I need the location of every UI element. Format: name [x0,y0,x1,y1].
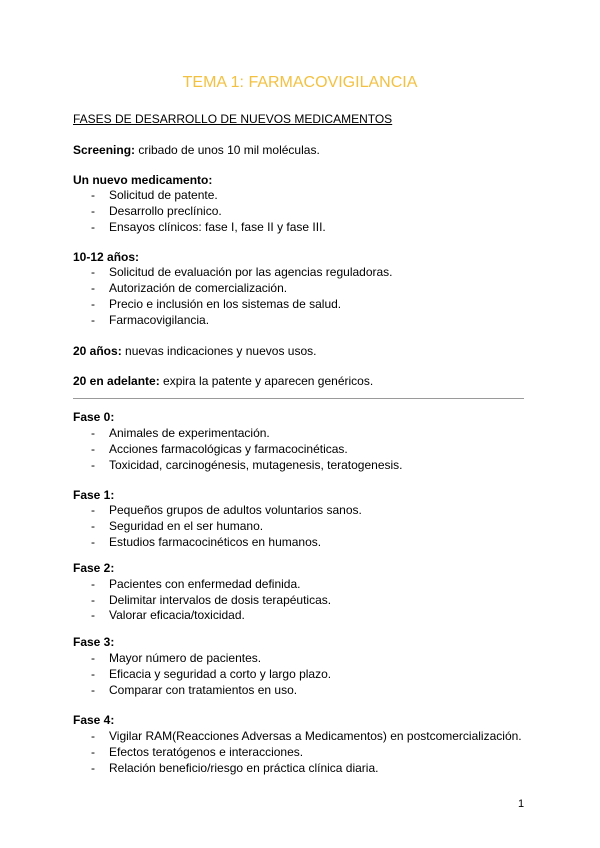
list-item [91,426,270,441]
bullet: - [91,204,95,218]
list-item-text: Ensayos clínicos: fase I, fase II y fase III. [109,220,326,234]
list-item [91,265,393,280]
bullet: - [91,503,95,517]
adelante-line [73,374,373,389]
bullet: - [91,683,95,697]
bullet: - [91,281,95,295]
screening-line [73,143,320,158]
list-item-text: Solicitud de evaluación por las agencias reguladoras. [109,265,393,279]
adelante-label: 20 en adelante: [73,374,160,388]
bullet: - [91,745,95,759]
bullet: - [91,667,95,681]
veinte-text: nuevas indicaciones y nuevos usos. [121,344,317,358]
fase-4-heading [73,713,114,728]
list-item [91,220,326,235]
page-title: TEMA 1: FARMACOVIGILANCIA [182,74,418,91]
bullet: - [91,608,95,622]
list-item [91,577,300,592]
list-item-text: Valorar eficacia/toxicidad. [109,608,245,622]
veinte-line [73,344,316,359]
list-item [91,519,263,534]
list-item [91,535,321,550]
bullet: - [91,313,95,327]
list-item-text: Vigilar RAM(Reacciones Adversas a Medicamentos) en postcomercialización. [109,729,522,743]
list-item-text: Relación beneficio/riesgo en práctica clínica diaria. [109,761,379,775]
list-item-text: Precio e inclusión en los sistemas de salud. [109,297,342,311]
bullet: - [91,426,95,440]
horizontal-rule [73,398,524,399]
bullet: - [91,651,95,665]
list-item-text: Autorización de comercialización. [109,281,288,295]
fase-2-heading [73,561,114,576]
fase-heading-text: Fase 1: [73,488,115,502]
list-item [91,188,218,203]
bullet: - [91,577,95,591]
screening-label: Screening: [73,143,136,157]
list-item-text: Desarrollo preclínico. [109,204,222,218]
list-item [91,593,331,608]
list-item-text: Toxicidad, carcinogénesis, mutagenesis, teratogenesis. [109,458,403,472]
bullet: - [91,188,95,202]
list-item [91,313,209,328]
list-item [91,204,222,219]
bullet: - [91,535,95,549]
list-item-text: Estudios farmacocinéticos en humanos. [109,535,322,549]
list-item-text: Pequeños grupos de adultos voluntarios sanos. [109,503,362,517]
bullet: - [91,458,95,472]
fase-heading-text: Fase 3: [73,635,115,649]
list-item [91,442,348,457]
list-item-text: Seguridad en el ser humano. [109,519,264,533]
nuevo-heading-text: Un nuevo medicamento: [73,173,213,187]
list-item-text: Solicitud de patente. [109,188,218,202]
bullet: - [91,265,95,279]
adelante-text: expira la patente y aparecen genéricos. [159,374,374,388]
bullet: - [91,729,95,743]
list-item-text: Comparar con tratamientos en uso. [109,683,298,697]
list-item-text: Mayor número de pacientes. [109,651,262,665]
list-item [91,608,245,623]
list-item-text: Farmacovigilancia. [109,313,210,327]
bullet: - [91,442,95,456]
list-item [91,458,403,473]
page-number: 1 [518,798,525,810]
diez-heading [73,250,139,265]
list-item [91,651,261,666]
list-item [91,729,522,744]
fase-1-heading [73,488,114,503]
list-item-text: Animales de experimentación. [109,426,270,440]
list-item-text: Pacientes con enfermedad definida. [109,577,301,591]
screening-text: cribado de unos 10 mil moléculas. [135,143,320,157]
veinte-label: 20 años: [73,344,122,358]
bullet: - [91,220,95,234]
diez-heading-text: 10-12 años: [73,250,140,264]
list-item [91,761,378,776]
list-item-text: Eficacia y seguridad a corto y largo plazo. [109,667,332,681]
list-item [91,281,287,296]
list-item [91,745,303,760]
list-item-text: Efectos teratógenos e interacciones. [109,745,304,759]
list-item-text: Acciones farmacológicas y farmacocinéticas. [109,442,348,456]
list-item [91,297,341,312]
bullet: - [91,297,95,311]
fase-heading-text: Fase 4: [73,713,115,727]
bullet: - [91,593,95,607]
list-item-text: Delimitar intervalos de dosis terapéuticas. [109,593,332,607]
list-item [91,667,331,682]
fase-heading-text: Fase 2: [73,561,115,575]
fase-0-heading [73,410,114,425]
bullet: - [91,519,95,533]
list-item [91,683,297,698]
fase-3-heading [73,635,114,650]
nuevo-heading [73,173,212,188]
fase-heading-text: Fase 0: [73,410,115,424]
section-subtitle: FASES DE DESARROLLO DE NUEVOS MEDICAMENTOS [73,112,393,126]
bullet: - [91,761,95,775]
list-item [91,503,362,518]
